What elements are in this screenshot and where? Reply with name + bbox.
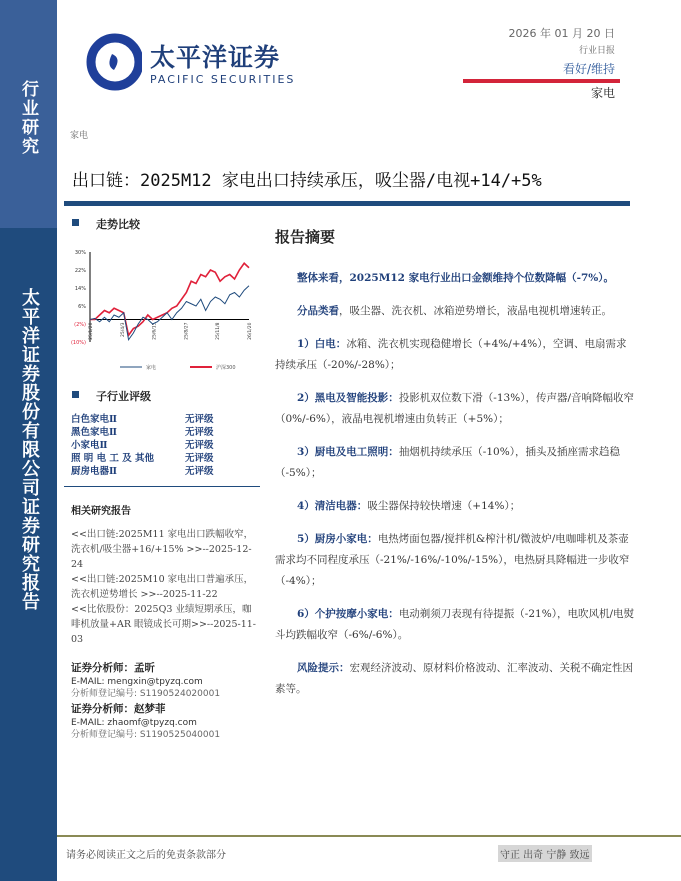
summary-paragraph [275, 658, 635, 700]
sub-ratings-heading: 子行业评级 [96, 390, 151, 403]
legend-label: 家电 [146, 365, 157, 371]
paragraph-lead: 6）个护按摩小家电： [297, 608, 399, 620]
paragraph-text: 抽烟机持续承压（-10%），插头及插座需求趋稳（-5%）； [275, 446, 620, 479]
summary-paragraph [275, 496, 635, 517]
summary-paragraph [275, 388, 635, 430]
summary-paragraph [275, 301, 635, 322]
paragraph-text: ，吸尘器、洗衣机、冰箱逆势增长，液晶电视机增速转正。 [339, 305, 612, 317]
logo-name: 太平洋证券 [150, 43, 281, 72]
sidebar-bottom-label: 太平洋证券股份有限公司证券研究报告 [19, 288, 40, 611]
y-tick-label: 14% [74, 286, 86, 292]
analyst-reg: 分析师登记编号: S1190525040001 [71, 730, 221, 740]
summary-body [275, 268, 635, 700]
title-rule [64, 201, 630, 206]
sub-industry-name: 小家电Ⅱ [71, 440, 108, 451]
paragraph-lead: 2）黑电及智能投影： [297, 392, 399, 404]
paragraph-lead: 分品类看 [297, 305, 339, 317]
divider [64, 486, 260, 487]
x-tick-label: 25/6/15 [152, 322, 158, 340]
related-heading: 相关研究报告 [71, 506, 131, 517]
trend-chart [60, 240, 260, 375]
summary-paragraph [275, 268, 635, 289]
y-tick-label: 6% [78, 304, 86, 310]
y-tick-label: 22% [74, 268, 86, 274]
left-column-flow [71, 502, 259, 743]
analyst-reg: 分析师登记编号: S1190524020001 [71, 689, 221, 699]
summary-heading: 报告摘要 [275, 228, 336, 246]
bullet-icon [72, 219, 79, 226]
related-report-link[interactable]: <<出口链:2025M11 家电出口跌幅收窄，洗衣机/吸尘器+16/+15% >>--2025-12-24 [71, 529, 254, 570]
rating-row [71, 465, 259, 478]
report-type: 行业日报 [578, 46, 615, 56]
sidebar-top [0, 0, 57, 228]
related-report-link[interactable]: <<出口链:2025M10 家电出口普遍承压，洗衣机逆势增长 >>--2025-11-22 [71, 574, 254, 600]
page-title: 出口链：2025M12 家电出口持续承压，吸尘器/电视+14/+5% [72, 171, 542, 191]
paragraph-text: 投影机双位数下滑（-13%），传声器/音响降幅收窄（0%/-6%），液晶电视机增速由负转正（+5%）； [275, 392, 634, 425]
sidebar-top-label: 行业研究 [18, 80, 38, 156]
summary-paragraph [275, 529, 635, 592]
rating-row [71, 426, 259, 439]
sub-industry-name: 厨房电器Ⅱ [71, 466, 118, 477]
summary-paragraph [275, 334, 635, 376]
sub-industry-name: 白色家电Ⅱ [71, 414, 118, 425]
paragraph-lead: 3）厨电及电工照明： [297, 446, 399, 458]
analysts [71, 661, 259, 743]
logo-icon [70, 14, 142, 106]
x-tick-label: 25/4/3 [120, 322, 126, 337]
analyst [71, 661, 259, 700]
paragraph-text: 冰箱、洗衣机实现稳健增长（+4%/+4%），空调、电扇需求持续承压（-20%/-28%）； [275, 338, 627, 371]
sub-industry-name: 黑色家电Ⅱ [71, 427, 118, 438]
paragraph-lead: 风险提示： [297, 662, 350, 674]
related-report-link[interactable]: <<比依股份：2025Q3 业绩短期承压，咖啡机放量+AR 眼镜成长可期>>--2025-11-03 [71, 604, 257, 645]
summary-paragraph [275, 442, 635, 484]
logo-name-en: PACIFIC SECURITIES [150, 73, 296, 86]
rating-row [71, 413, 259, 426]
sub-industry-rating: 无评级 [185, 440, 214, 451]
header-industry: 家电 [590, 86, 615, 100]
trend-heading: 走势比较 [96, 218, 140, 231]
paragraph-lead: 4）清洁电器： [297, 500, 368, 512]
breadcrumb: 家电 [70, 131, 89, 141]
sub-industry-rating: 无评级 [185, 466, 214, 477]
paragraph-lead: 整体来看，2025M12 家电行业出口金额维持个位数降幅（-7%）。 [297, 272, 615, 284]
paragraph-text: 电热烤面包器/搅拌机&榨汁机/微波炉/电咖啡机及茶壶需求均不同程度承压（-21%/-16%/-10%/-15%），电热厨具降幅进一步收窄（-4%）； [275, 533, 630, 587]
sub-industry-rating: 无评级 [185, 453, 214, 464]
paragraph-text: 宏观经济波动、原材料价格波动、汇率波动、关税不确定性因素等。 [275, 662, 633, 695]
y-tick-label: (2%) [74, 322, 86, 328]
series-line-csi300 [90, 263, 249, 335]
summary-paragraph [275, 604, 635, 646]
disclaimer: 请务必阅读正文之后的免责条款部分 [66, 850, 226, 861]
paragraph-lead: 1）白电： [297, 338, 347, 350]
rating-row [71, 452, 259, 465]
report-date: 2026 年 01 月 20 日 [508, 27, 615, 40]
header-red-rule [463, 79, 620, 83]
y-tick-label: (10%) [70, 340, 86, 346]
bullet-icon [72, 391, 79, 398]
paragraph-text: 吸尘器保持较快增速（+14%）； [367, 500, 521, 512]
x-tick-label: 26/1/20 [248, 322, 253, 340]
x-tick-label: 25/11/8 [216, 322, 222, 340]
sub-industry-rating: 无评级 [185, 414, 214, 425]
x-tick-label: 25/1/20 [89, 322, 94, 340]
sub-industry-rating: 无评级 [185, 427, 214, 438]
sub-ratings-table [71, 413, 259, 478]
motto: 守正 出奇 宁静 致远 [498, 845, 592, 862]
rating: 看好/维持 [562, 62, 615, 76]
sub-industry-name: 照 明 电 工 及 其他 [71, 453, 155, 464]
related-reports [71, 527, 259, 647]
series-line-appliance [90, 286, 249, 340]
analyst-email[interactable]: E-MAIL: mengxin@tpyzq.com [71, 677, 203, 687]
sidebar-bottom [0, 228, 57, 881]
x-tick-label: 25/8/27 [184, 322, 190, 340]
analyst-name: 证券分析师：赵梦菲 [71, 703, 166, 715]
paragraph-lead: 5）厨房小家电： [297, 533, 378, 545]
analyst [71, 702, 259, 741]
analyst-email[interactable]: E-MAIL: zhaomf@tpyzq.com [71, 718, 197, 728]
analyst-name: 证券分析师：孟昕 [71, 662, 155, 674]
rating-row [71, 439, 259, 452]
footer-rule [57, 835, 681, 837]
legend-label: 沪深300 [216, 365, 236, 371]
paragraph-text: 电动剃须刀表现有待提振（-21%），电吹风机/电熨斗均跌幅收窄（-6%/-6%）。 [275, 608, 634, 641]
y-tick-label: 30% [74, 250, 86, 256]
